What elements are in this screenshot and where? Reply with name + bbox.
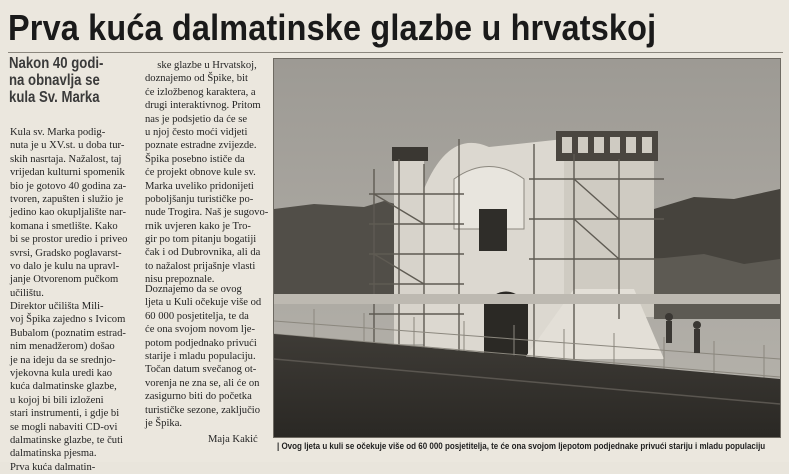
article-text-line: Bubalom (poznatim estrad- bbox=[10, 327, 126, 339]
article-text-line: nim menadžerom) došao bbox=[10, 341, 115, 353]
article-text-line: nude Trogira. Naš je sugovo- bbox=[145, 207, 269, 219]
article-text-line: će ona svojom novom lje- bbox=[145, 324, 256, 336]
article-text-line: bio je gotovo 40 godina za- bbox=[10, 180, 127, 192]
article-text-line: voj Špika zajedno s Ivicom bbox=[10, 314, 126, 326]
article-text-line: dalmatinska pjesma. bbox=[10, 448, 97, 460]
article-column-3 bbox=[145, 283, 269, 430]
article-subheading bbox=[9, 55, 111, 106]
article-text-line: starije i mladu populaciju. bbox=[145, 350, 256, 362]
subheading-line: na obnavlja se bbox=[9, 72, 100, 89]
article-text-line: se mogli nabaviti CD-ovi bbox=[10, 421, 118, 433]
subheading-line: kula Sv. Marka bbox=[9, 89, 100, 106]
article-text-line: Špika posebno ističe da bbox=[145, 153, 245, 165]
article-text-line: zasigurno biti do početka bbox=[145, 391, 252, 403]
tower-photo-drawing bbox=[274, 59, 780, 437]
article-text-line: u njoj često moći vidjeti bbox=[145, 126, 248, 138]
article-text-line: Točan datum svečanog ot- bbox=[145, 364, 257, 376]
article-text-line: Prva kuća dalmatin- bbox=[10, 461, 96, 473]
article-text-line: jedino kao okupljalište nar- bbox=[10, 207, 126, 219]
article-text-line: će projekt obnove kule sv. bbox=[145, 167, 256, 179]
article-text-line: čak i od Dubrovnika, ali da bbox=[145, 247, 261, 259]
photo-caption: | Ovog ljeta u kuli se očekuje više od 60 000 posjetitelja, te će ona svojom ljepotom podjednake privući stariju i mladu populaciju bbox=[277, 441, 766, 451]
article-text-line: potom podjednako privući bbox=[145, 337, 257, 349]
article-text-line: bi se prostor uredio i priveo bbox=[10, 234, 128, 246]
headline-divider bbox=[8, 52, 783, 53]
article-text-line: Marka uveliko pridonijeti bbox=[145, 180, 254, 192]
article-text-line: učilištu. bbox=[10, 287, 44, 299]
article-text-line: dalmatinske glazbe, te čuti bbox=[10, 434, 123, 446]
article-text-line: komana i smetlište. Kako bbox=[10, 220, 118, 232]
photo-window bbox=[479, 209, 507, 251]
article-text-line: vo dalo je kulu na upravl- bbox=[10, 260, 120, 272]
subheading-line: Nakon 40 godi- bbox=[9, 55, 104, 72]
article-text-line: kuća dalmatinske glazbe, bbox=[10, 381, 117, 393]
article-text-line: to nažalost prijašnje vlasti bbox=[145, 260, 256, 272]
article-text-line: svrsi, Gradsko poglavarst- bbox=[10, 247, 122, 259]
article-text-line: Kula sv. Marka podig- bbox=[10, 127, 106, 138]
tower-photo bbox=[273, 58, 781, 438]
article-text-line: poboljšanju turističke po- bbox=[145, 193, 254, 205]
article-text-line: će izložbenog karaktera, a bbox=[145, 86, 256, 98]
article-text-line: poznate estradne zvijezde. bbox=[145, 140, 257, 152]
article-text-line: vorenja ne zna se, ali će on bbox=[145, 377, 260, 389]
article-text-line: turističke sezone, zaključio bbox=[145, 404, 261, 416]
article-text-line: nuta je u XV.st. u doba tur- bbox=[10, 140, 125, 152]
article-text-line: Direktor učilišta Mili- bbox=[10, 301, 104, 313]
article-text-line: skih nasrtaja. Nažalost, taj bbox=[10, 153, 122, 165]
article-column-1 bbox=[10, 126, 134, 474]
article-text-line: je na ideju da se srednjo- bbox=[10, 354, 116, 366]
article-text-line: rnik uvjeren kako je Tro- bbox=[145, 220, 251, 232]
article-text-line: janje Otvorenom pučkom bbox=[10, 274, 119, 286]
article-text-line: stari instrumenti, i gdje bi bbox=[10, 408, 120, 420]
article-text-line: ljeta u Kuli očekuje više od bbox=[145, 297, 262, 309]
article-headline: Prva kuća dalmatinske glazbe u hrvatskoj bbox=[8, 7, 657, 48]
article-text-line: je Špika. bbox=[145, 417, 183, 429]
article-text-line: gir po tom pitanju bogatiji bbox=[145, 234, 257, 246]
article-text-line: doznajemo od Špike, bit bbox=[145, 73, 248, 85]
article-text-line: 60 000 posjetitelja, te da bbox=[145, 310, 249, 322]
article-text-line: u kojoj bi bili izloženi bbox=[10, 394, 104, 406]
article-text-line: drugi interaktivnog. Pritom bbox=[145, 100, 261, 112]
article-column-2 bbox=[145, 59, 269, 287]
article-text-line: vjekovna kula uredi kao bbox=[10, 368, 113, 380]
article-text-line: ske glazbe u Hrvatskoj, bbox=[157, 60, 257, 71]
article-text-line: vrijedan kulturni spomenik bbox=[10, 167, 125, 179]
article-text-line: Doznajemo da se ovog bbox=[145, 284, 242, 295]
article-text-line: tvoren, zapušten i služio je bbox=[10, 193, 124, 205]
article-text-line: nas je podsjetio da će se bbox=[145, 113, 248, 125]
article-text-line: nisu prepoznale. bbox=[145, 274, 215, 286]
author-byline: Maja Kakić bbox=[208, 434, 258, 445]
